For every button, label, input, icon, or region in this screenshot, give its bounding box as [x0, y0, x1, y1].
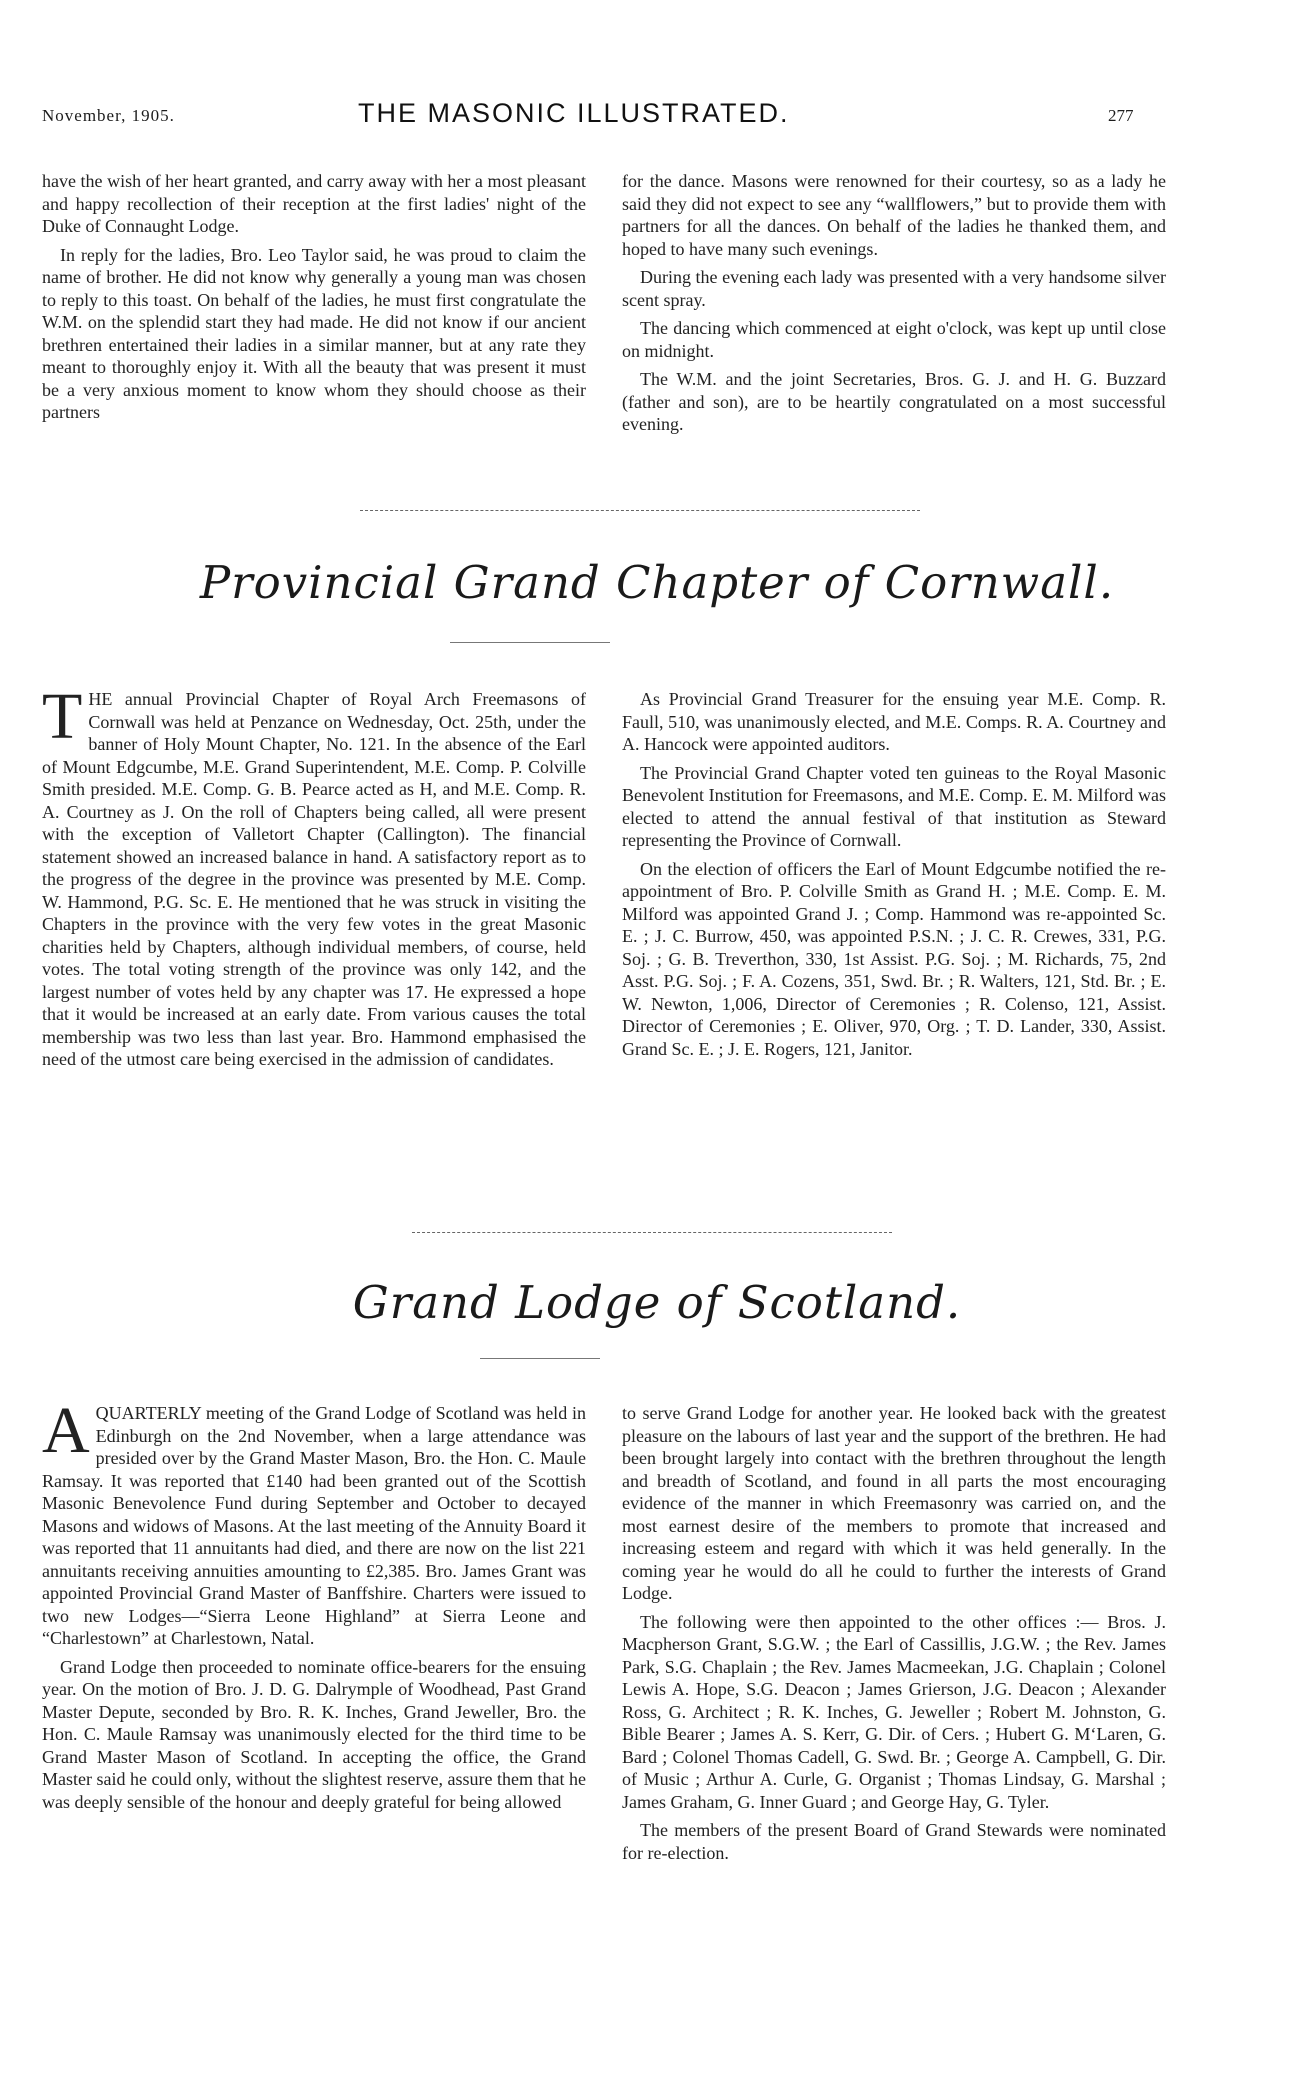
intro-paragraph: The dancing which commenced at eight o'clock, was kept up until close on midnight.: [622, 318, 1166, 361]
scotland-paragraph: The following were then appointed to the other offices :— Bros. J. Macpherson Grant, S.G.W. ; the Earl of Cassillis, J.G.W. ; the Rev. James Park, S.G. Chaplain ; the Rev. James Macmeekan, J.G. Chaplain ; Colonel Lewis A. Hope, S.G. Deacon ; James Grierson, J.G. Deacon ; Alexander Ross, G. Architect ; R. K. Inches, G. Jeweller ; Robert M. Johnston, G. Bible Bearer ; James A. S. Kerr, G. Dir. of Cers. ; Hubert G. M‘Laren, G. Bard ; Colonel Thomas Cadell, G. Swd. Br. ; George A. Campbell, G. Dir. of Music ; Arthur A. Curle, G. Organist ; Thomas Lindsay, G. Marshal ; James Graham, G. Inner Guard ; and George Hay, G. Tyler.: [622, 1611, 1166, 1812]
drop-cap: A: [42, 1394, 90, 1467]
section-divider: [360, 510, 920, 511]
cornwall-column-right: [622, 688, 1166, 1066]
scotland-paragraph: The members of the present Board of Grand Stewards were nominated for re-election.: [622, 1820, 1166, 1863]
heading-underline: [480, 1358, 600, 1359]
cornwall-column-left: [42, 680, 586, 1077]
scotland-paragraph: to serve Grand Lodge for another year. He looked back with the greatest pleasure on the labours of last year and the support of the brethren. He had been brought largely into contact with the brethren throughout the length and breadth of Scotland, and found in all parts the most encouraging evidence of the manner in which Freemasonry was carried on, and the most earnest desire of the members to promote that increased and increasing esteem and regard with which it was held generally. In the coming year he would do all he could to further the interests of Grand Lodge.: [622, 1403, 1166, 1603]
intro-paragraph: In reply for the ladies, Bro. Leo Taylor said, he was proud to claim the name of brother. He did not know why generally a young man was chosen to reply to this toast. On behalf of the ladies, he must first congratulate the W.M. on the splendid start they had made. He did not know if our ancient brethren entertained their ladies in a similar manner, but at any rate they meant to thoroughly enjoy it. With all the beauty that was present it must be a very anxious moment to know whom they should choose as their partners: [42, 244, 586, 422]
page-number: 277: [1108, 106, 1134, 125]
intro-paragraph: have the wish of her heart granted, and carry away with her a most pleasant and happy recollection of their reception at the first ladies' night of the Duke of Connaught Lodge.: [42, 171, 586, 236]
cornwall-heading: Provincial Grand Chapter of Cornwall.: [199, 556, 1115, 609]
scotland-column-right: [622, 1402, 1166, 1870]
scotland-paragraph: Grand Lodge then proceeded to nominate office-bearers for the ensuing year. On the motion of Bro. J. D. G. Dalrymple of Woodhead, Past Grand Master Depute, seconded by Bro. R. K. Inches, Grand Jeweller, Bro. the Hon. C. Maule Ramsay was unanimously elected for the third time to be Grand Master Mason of Scotland. In accepting the office, the Grand Master said he could only, without the slightest reserve, assure them that he was deeply sensible of the honour and deeply grateful for being allowed: [42, 1656, 586, 1812]
intro-paragraph: During the evening each lady was presented with a very handsome silver scent spray.: [622, 267, 1166, 310]
journal-title: THE MASONIC ILLUSTRATED.: [358, 98, 790, 128]
issue-date: November, 1905.: [42, 106, 175, 125]
cornwall-paragraph: On the election of officers the Earl of Mount Edgcumbe notified the re-appointment of Bro. P. Colville Smith as Grand H. ; M.E. Comp. E. M. Milford was appointed Grand J. ; Comp. Hammond was re-appointed Sc. E. ; J. C. Burrow, 450, was appointed P.S.N. ; J. C. R. Crewes, 331, P.G. Soj. ; G. B. Treverthon, 330, 1st Assist. P.G. Soj. ; M. Richards, 75, 2nd Asst. P.G. Soj. ; F. A. Cozens, 351, Swd. Br. ; R. Walters, 121, Std. Br. ; E. W. Newton, 1,006, Director of Ceremonies ; R. Colenso, 121, Assist. Director of Ceremonies ; E. Oliver, 970, Org. ; T. D. Lander, 330, Assist. Grand Sc. E. ; J. E. Rogers, 121, Janitor.: [622, 858, 1166, 1059]
section-divider: [412, 1232, 892, 1233]
heading-underline: [450, 642, 610, 643]
cornwall-paragraph: As Provincial Grand Treasurer for the ensuing year M.E. Comp. R. Faull, 510, was unanimously elected, and M.E. Comps. R. A. Courtney and A. Hancock were appointed auditors.: [622, 689, 1166, 754]
scotland-paragraph: AQUARTERLY meeting of the Grand Lodge of Scotland was held in Edinburgh on the 2nd November, when a large attendance was presided over by the Grand Master Mason, Bro. the Hon. C. Maule Ramsay. It was reported that £140 had been granted out of the Scottish Masonic Benevolence Fund during September and October to decayed Masons and widows of Masons. At the last meeting of the Annuity Board it was reported that 11 annuitants had died, and there are now on the list 221 annuitants receiving annuities amounting to £2,385. Bro. James Grant was appointed Provincial Grand Master of Banffshire. Charters were issued to two new Lodges—“Sierra Leone Highland” at Sierra Leone and “Charlestown” at Charlestown, Natal.: [42, 1394, 586, 1648]
intro-column-right: [622, 170, 1166, 442]
drop-cap: T: [42, 680, 83, 753]
scotland-column-left: [42, 1394, 586, 1819]
scotland-heading: Grand Lodge of Scotland.: [352, 1276, 962, 1329]
cornwall-paragraph: THE annual Provincial Chapter of Royal Arch Freemasons of Cornwall was held at Penzance on Wednesday, Oct. 25th, under the banner of Holy Mount Chapter, No. 121. In the absence of the Earl of Mount Edgcumbe, M.E. Grand Superintendent, M.E. Comp. P. Colville Smith presided. M.E. Comp. G. B. Pearce acted as H, and M.E. Comp. R. A. Courtney as J. On the roll of Chapters being called, all were present with the exception of Valletort Chapter (Callington). The financial statement showed an increased balance in hand. A satisfactory report as to the progress of the degree in the province was presented by M.E. Comp. W. Hammond, P.G. Sc. E. He mentioned that he was struck in visiting the Chapters in the province with the very few votes in the great Masonic charities held by Chapters, although individual members, of course, held votes. The total voting strength of the province was only 142, and the largest number of votes held by any chapter was 17. He expressed a hope that it would be increased at an early date. From various causes the total membership was two less than last year. Bro. Hammond emphasised the need of the utmost care being exercised in the admission of candidates.: [42, 680, 586, 1069]
intro-paragraph: for the dance. Masons were renowned for their courtesy, so as a lady he said they did not expect to see any “wallflowers,” but to provide them with partners for all the dances. On behalf of the ladies he thanked them, and hoped to have many such evenings.: [622, 171, 1166, 259]
cornwall-paragraph: The Provincial Grand Chapter voted ten guineas to the Royal Masonic Benevolent Institution for Freemasons, and M.E. Comp. E. M. Milford was elected to attend the annual festival of that institution as Steward representing the Province of Cornwall.: [622, 762, 1166, 850]
intro-paragraph: The W.M. and the joint Secretaries, Bros. G. J. and H. G. Buzzard (father and son), are to be heartily congratulated on a most successful evening.: [622, 369, 1166, 434]
intro-column-left: [42, 170, 586, 430]
